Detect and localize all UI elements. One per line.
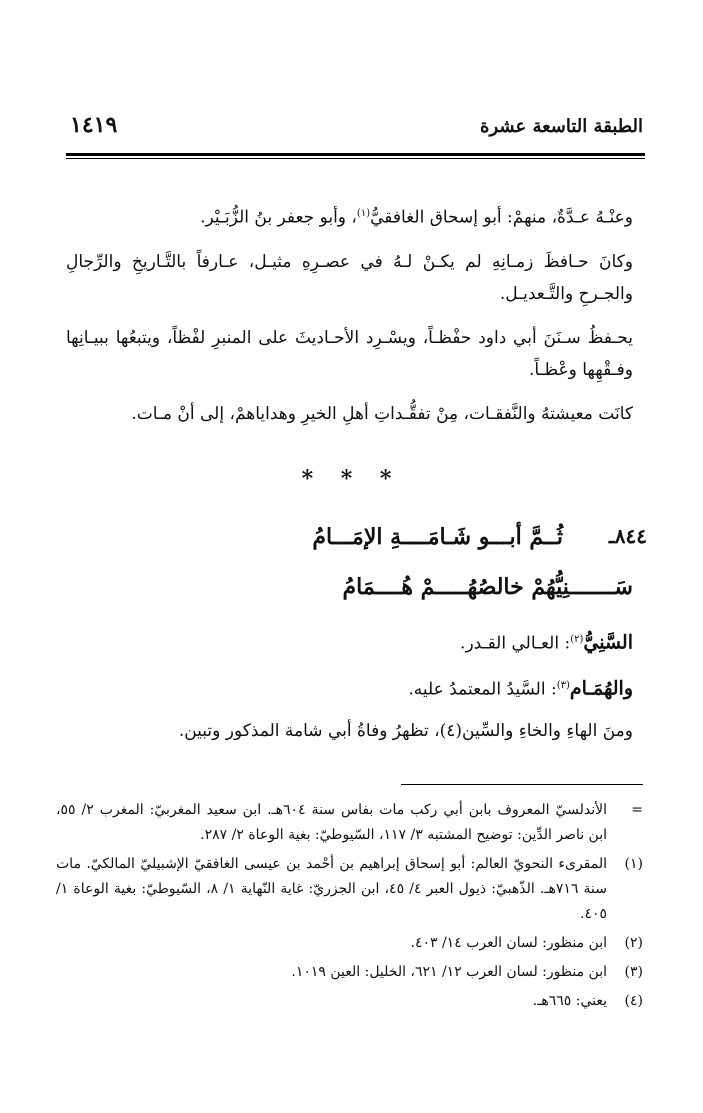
gloss-text: ومنَ الهاءِ والخاءِ والسِّين(٤)، تظهرُ وفاةُ أبي شامة المذكور وتبين. <box>178 721 633 742</box>
header-rule-thick <box>66 153 645 156</box>
paragraph-students-text: وعنْـهُ عـدَّةٌ، منهمْ: أبو إسحاق الغافقيُّ <box>370 207 633 228</box>
paragraph-students-end: ، وأبو جعفر بنُ الزُّبَـيْر. <box>200 207 357 228</box>
footnote-text: يعني: ٦٦٥هـ. <box>532 993 607 1009</box>
paragraph-livelihood: كانَت معيشتهُ والنَّفقـات، مِنْ تفقُّـداتِ أهلِ الخيرِ وهداياهمْ، إلى أنْ مـات. <box>131 403 633 424</box>
footnote-mark: (٣) <box>624 964 643 980</box>
section-separator: * * * <box>301 466 402 492</box>
footnote-text: ابن منظور: لسان العرب ١٤/ ٤٠٣. <box>410 935 607 951</box>
footnote-mark: (٤) <box>624 993 643 1009</box>
page-number: ١٤١٩ <box>70 112 118 138</box>
footnote-mark: (٢) <box>624 935 643 951</box>
running-title: الطبقة التاسعة عشرة <box>480 116 643 137</box>
footnote-1 <box>56 852 643 927</box>
gloss-death-date <box>66 717 633 745</box>
footnote-3 <box>56 960 643 985</box>
paragraph-sunan: يحـفظُ سـنَنَ أبي داود حفْظـاً، ويسْـرِد الأحـاديثَ على المنبرِ لفْظاً، ويتبعُها ببيـانِها وفـقْهِها وعْظـاً. <box>66 327 633 380</box>
verse-number: ٨٤٤ـ <box>608 524 647 548</box>
footnote-text: الأندلسيّ المعروف بابن أبي ركب مات بفاس سنة ٦٠٤هـ. ابن سعيد المغربيّ: المغرب ٢/ ٥٥، ابن ناصر الدِّين: توضيح المشتبه ٣/ ١١٧، السّيوطيّ: بغية الوعاة ٢/ ٢٨٧. <box>56 802 608 843</box>
footnote-mark: (١) <box>624 856 643 872</box>
header-rule-thin <box>66 158 645 159</box>
footnote-ref-1[interactable]: (١) <box>356 208 371 219</box>
footnote-continued <box>56 798 643 848</box>
page-header <box>70 108 643 148</box>
verse-line-2: سَـــــــنِيُّهُمْ خالصُهُـــــمْ هُــــمَامُ <box>342 574 633 600</box>
footnote-rule <box>401 784 643 785</box>
gloss-term: السَّنِيُّ <box>583 631 633 654</box>
verse-line-1: ثُــمَّ أبـــو شَـامَــــةِ الإمَـــامُ <box>312 524 563 550</box>
footnote-2 <box>56 931 643 956</box>
footnote-mark: = <box>631 802 643 818</box>
footnote-4 <box>56 989 643 1014</box>
footnote-text: المقرىء النحويّ العالم: أبو إسحاق إبراهيم بن أحْمد بن عيسى الغافقيّ الإشبيليّ المالكيّ. مات سنة ٧١٦هـ. الذّهبيّ: ذيول العبر ٤/ ٤٥، ابن الجزريّ: غاية النّهاية ١/ ٨، السّيوطيّ: بغية الوعاة ١/ ٤٠٥. <box>56 856 607 922</box>
paragraph-students <box>66 198 633 234</box>
footnote-ref-3[interactable]: (٣) <box>556 679 570 691</box>
main-text <box>66 198 633 430</box>
gloss-text: : العـالي القـدر. <box>460 633 571 654</box>
footnote-text: ابن منظور: لسان العرب ١٢/ ٦٢١، الخليل: العين ١٠١٩. <box>291 964 607 980</box>
paragraph-memory: وكانَ حـافظَ زمـانِهِ لم يكـنْ لـهُ في عصـرِهِ مثيـل، عـارفاً بالتَّـاريخِ والرِّجالِ والجـرحِ والتَّـعديـل. <box>66 251 633 304</box>
gloss-humam <box>66 672 633 704</box>
footnote-ref-2[interactable]: (٢) <box>570 634 584 645</box>
gloss-term: والهُمَـام <box>569 677 633 700</box>
glosses <box>66 626 633 759</box>
gloss-sani <box>66 626 633 658</box>
footnotes <box>56 798 643 1018</box>
gloss-text: : السَّيدُ المعتمدُ عليه. <box>408 679 557 700</box>
